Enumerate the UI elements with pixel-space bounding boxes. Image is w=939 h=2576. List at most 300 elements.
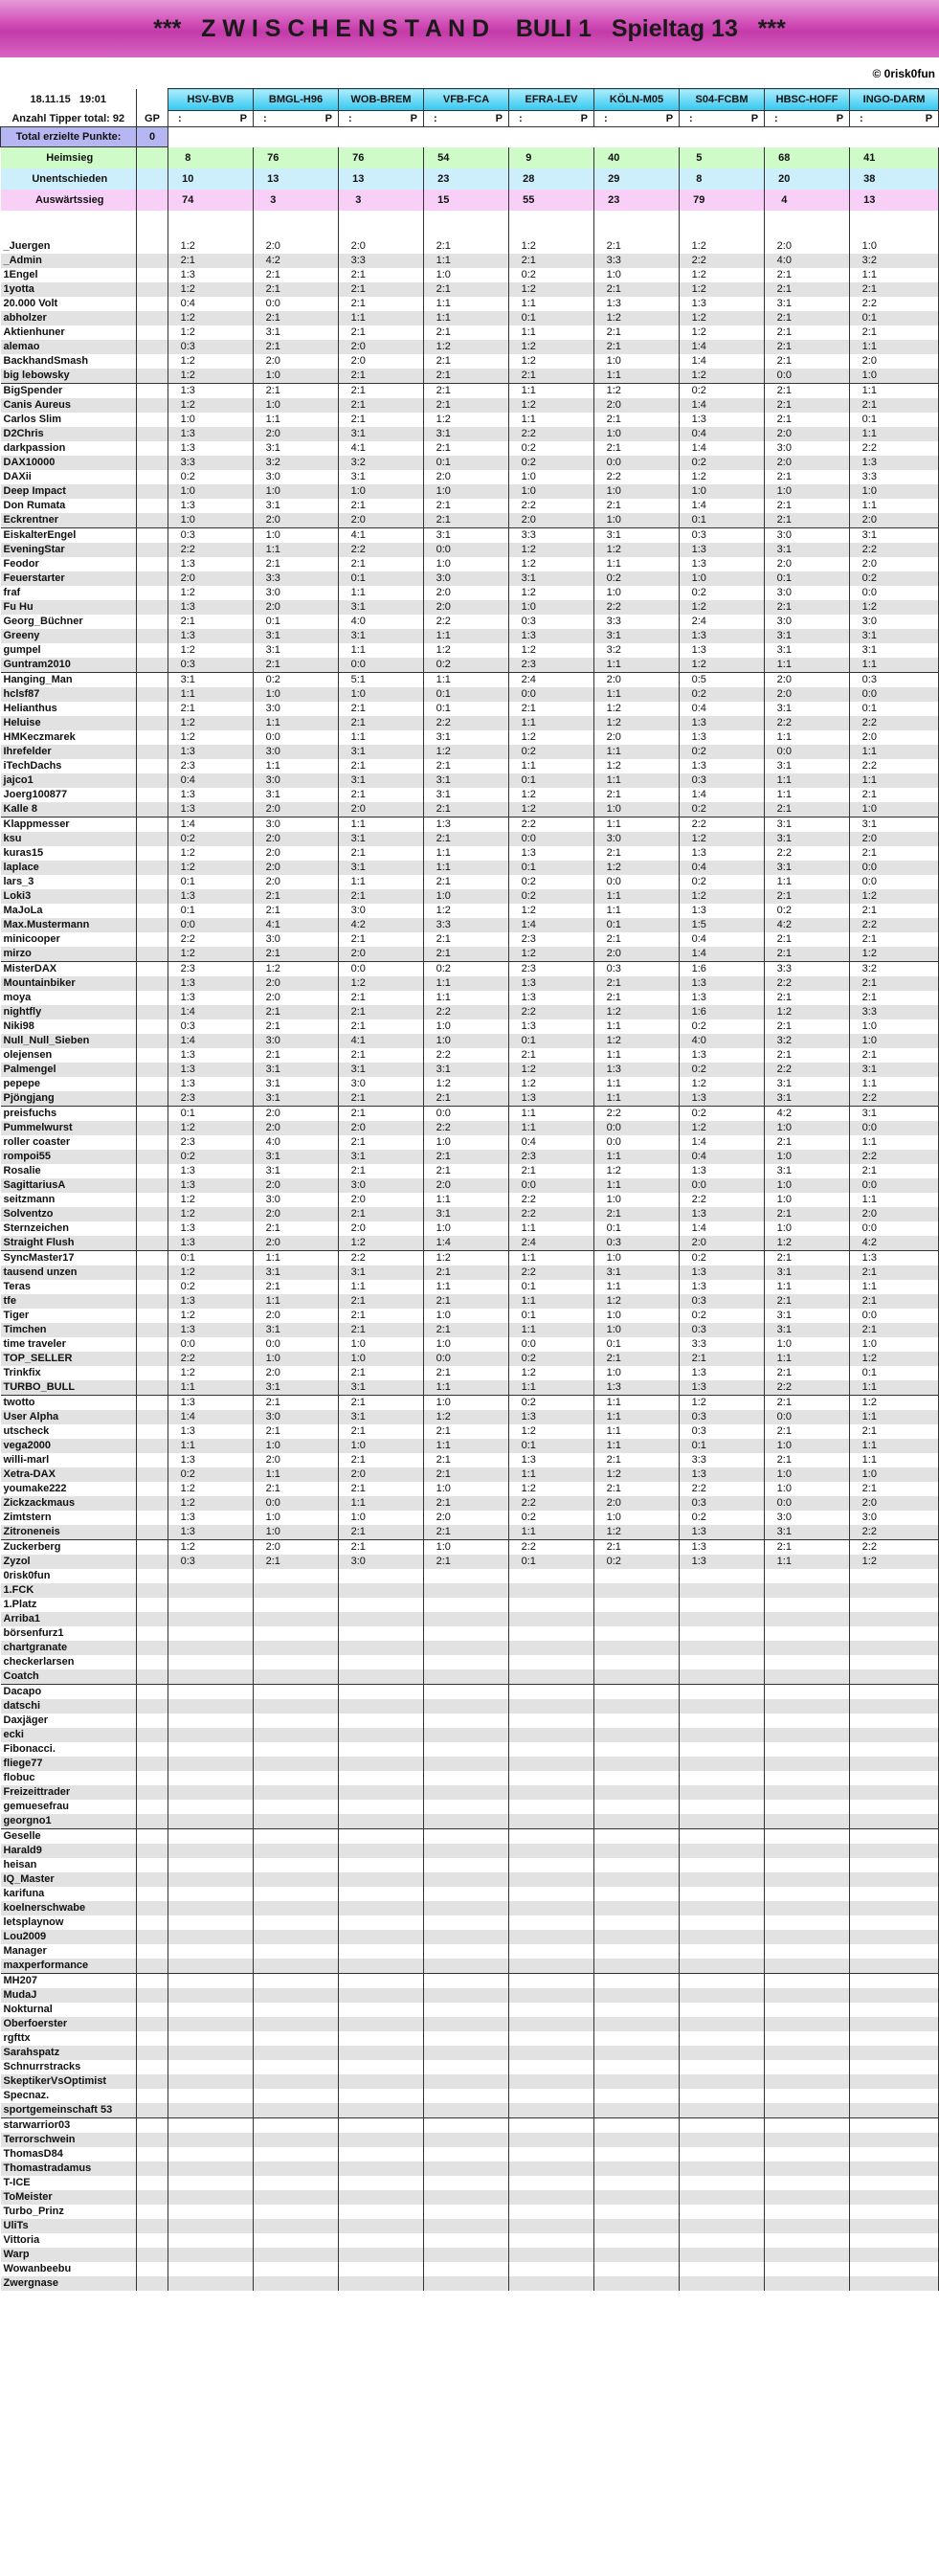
tip-cell [168, 1944, 208, 1959]
points-cell [889, 1107, 939, 1122]
tip-cell: 1:3 [680, 1366, 719, 1380]
tip-cell: 2:1 [339, 384, 378, 399]
points-cell [719, 1598, 765, 1612]
points-cell [719, 2046, 765, 2060]
tip-cell: 1:1 [424, 1280, 463, 1294]
points-cell [719, 1396, 765, 1411]
tip-cell: 1:3 [168, 1511, 208, 1525]
tip-cell: 3:3 [254, 571, 293, 586]
tip-cell: 2:1 [254, 947, 293, 962]
points-cell [548, 586, 594, 600]
tip-cell: 3:1 [254, 1150, 293, 1164]
tip-cell: 2:1 [254, 557, 293, 571]
table-row [1, 1569, 939, 1583]
tip-cell: 2:1 [168, 702, 208, 716]
points-cell [378, 918, 424, 932]
tip-cell [850, 1626, 889, 1641]
tip-cell: 1:1 [424, 297, 463, 311]
points-cell [463, 1453, 509, 1467]
tip-cell [424, 2060, 463, 2074]
gp-cell [137, 1251, 168, 1266]
points-cell [634, 1309, 680, 1323]
tipper-name: Solventzo [1, 1207, 137, 1221]
tip-cell [765, 2190, 804, 2205]
points-cell [804, 1048, 850, 1063]
tip-cell [424, 1669, 463, 1685]
tip-cell [765, 1655, 804, 1669]
tip-cell: 1:3 [168, 788, 208, 802]
points-cell [889, 1251, 939, 1266]
tip-cell: 3:1 [850, 528, 889, 544]
tip-cell: 1:0 [254, 1511, 293, 1525]
tip-cell: 1:2 [168, 354, 208, 369]
points-cell [634, 1207, 680, 1221]
stat-value: 15 [424, 190, 463, 211]
tip-cell: 1:0 [168, 513, 208, 528]
gp-cell [137, 1930, 168, 1944]
points-cell [889, 1685, 939, 1700]
points-cell [208, 369, 254, 384]
points-cell [378, 2190, 424, 2205]
points-cell [208, 1077, 254, 1091]
points-cell [548, 557, 594, 571]
tip-cell [254, 2205, 293, 2219]
tip-cell: 1:4 [424, 1236, 463, 1251]
points-cell [634, 1930, 680, 1944]
points-cell [208, 2233, 254, 2248]
points-cell [208, 513, 254, 528]
tip-cell [509, 1655, 548, 1669]
tip-cell [509, 2176, 548, 2190]
points-cell [208, 1785, 254, 1800]
table-row [1, 1829, 939, 1845]
table-row [1, 1785, 939, 1800]
tip-cell [594, 2118, 634, 2134]
tip-cell: 3:1 [850, 1107, 889, 1122]
tip-cell: 0:1 [509, 773, 548, 788]
points-cell [548, 1699, 594, 1714]
points-cell [463, 1396, 509, 1411]
stat-value: 3 [254, 190, 293, 211]
table-row [1, 1598, 939, 1612]
tip-cell: 1:0 [339, 1439, 378, 1453]
points-cell [378, 615, 424, 629]
points-cell [548, 1887, 594, 1901]
total-points-row [1, 127, 939, 147]
tip-cell: 2:1 [765, 325, 804, 340]
points-cell [634, 1107, 680, 1122]
tip-cell: 2:2 [168, 932, 208, 947]
points-cell [378, 2262, 424, 2276]
points-cell [548, 427, 594, 441]
tip-cell: 2:0 [254, 1453, 293, 1467]
tip-cell: 1:3 [680, 1164, 719, 1178]
tip-cell [339, 1887, 378, 1901]
tipper-name: Turbo_Prinz [1, 2205, 137, 2219]
tipper-name: SyncMaster17 [1, 1251, 137, 1266]
tip-cell: 2:1 [339, 398, 378, 413]
table-row [1, 543, 939, 557]
points-cell [293, 441, 339, 456]
points-cell [463, 2103, 509, 2118]
points-cell [548, 1540, 594, 1556]
tip-cell: 1:2 [168, 1482, 208, 1496]
points-cell [293, 1337, 339, 1352]
points-cell [719, 2147, 765, 2162]
points-cell [889, 2190, 939, 2205]
points-cell [889, 557, 939, 571]
table-row [1, 297, 939, 311]
points-cell [293, 2031, 339, 2046]
tip-cell: 3:0 [339, 1178, 378, 1193]
tip-cell: 1:2 [168, 1496, 208, 1511]
tip-cell [168, 1872, 208, 1887]
points-cell [634, 1439, 680, 1453]
points-cell [804, 759, 850, 773]
tip-cell: 2:1 [339, 1453, 378, 1467]
points-cell [634, 1612, 680, 1626]
gp-cell [137, 1048, 168, 1063]
points-cell [804, 398, 850, 413]
points-cell [719, 2089, 765, 2103]
table-row [1, 528, 939, 544]
table-row [1, 1540, 939, 1556]
points-cell [634, 2103, 680, 2118]
tip-cell [168, 1598, 208, 1612]
tip-cell [424, 1728, 463, 1742]
points-cell [463, 875, 509, 889]
tip-cell [509, 1569, 548, 1583]
points-cell [208, 1193, 254, 1207]
tip-cell: 2:2 [850, 543, 889, 557]
points-cell [378, 2133, 424, 2147]
tip-cell: 0:4 [680, 861, 719, 875]
gp-cell [137, 759, 168, 773]
table-row [1, 1974, 939, 1989]
points-cell [719, 702, 765, 716]
tip-cell: 3:1 [254, 1063, 293, 1077]
tip-cell [509, 1901, 548, 1915]
points-cell [378, 947, 424, 962]
gp-cell [137, 1280, 168, 1294]
gp-cell [137, 1714, 168, 1728]
tip-cell [168, 1728, 208, 1742]
points-cell [634, 2046, 680, 2060]
points-cell [208, 1569, 254, 1583]
table-row [1, 1453, 939, 1467]
tipper-name: Zickzackmaus [1, 1496, 137, 1511]
tip-cell: 0:1 [424, 702, 463, 716]
points-cell [889, 1482, 939, 1496]
points-cell [634, 1626, 680, 1641]
tip-cell [424, 1901, 463, 1915]
points-cell [889, 1814, 939, 1829]
tip-cell [424, 2133, 463, 2147]
tip-cell: 1:2 [168, 716, 208, 730]
tip-cell: 3:1 [168, 673, 208, 688]
points-cell [719, 557, 765, 571]
tip-cell [765, 1858, 804, 1872]
points-cell [293, 1380, 339, 1396]
tip-cell: 2:1 [339, 1091, 378, 1107]
points-cell [634, 1005, 680, 1019]
tip-cell [680, 1583, 719, 1598]
points-cell [463, 991, 509, 1005]
tip-cell: 1:3 [168, 889, 208, 904]
tip-cell: 0:2 [680, 586, 719, 600]
points-cell [208, 947, 254, 962]
gp-cell [137, 1467, 168, 1482]
tip-cell [339, 1800, 378, 1814]
points-cell [719, 2276, 765, 2291]
points-cell [548, 1988, 594, 2003]
tip-cell [680, 1887, 719, 1901]
points-cell [293, 513, 339, 528]
points-cell [548, 297, 594, 311]
points-cell [634, 2003, 680, 2017]
tip-cell: 0:2 [594, 571, 634, 586]
tip-cell [765, 2233, 804, 2248]
points-cell [889, 311, 939, 325]
points-cell [208, 2118, 254, 2134]
points-cell [208, 875, 254, 889]
tip-cell [254, 1655, 293, 1669]
points-cell [634, 918, 680, 932]
points-cell [378, 2162, 424, 2176]
tip-cell: 1:2 [594, 1525, 634, 1540]
tip-cell [424, 1858, 463, 1872]
total-points-label: Total erzielte Punkte: [1, 127, 137, 147]
gp-cell [137, 2262, 168, 2276]
points-cell [463, 1496, 509, 1511]
points-cell [293, 2233, 339, 2248]
points-cell [463, 1800, 509, 1814]
points-cell [463, 976, 509, 991]
points-cell [378, 557, 424, 571]
points-cell [889, 456, 939, 470]
points-cell [548, 1135, 594, 1150]
points-cell [293, 1612, 339, 1626]
points-cell [208, 788, 254, 802]
tip-cell: 0:4 [680, 702, 719, 716]
tip-cell [168, 1800, 208, 1814]
gp-cell [137, 889, 168, 904]
tip-cell [168, 1714, 208, 1728]
points-cell [889, 2176, 939, 2190]
tipper-name: Coatch [1, 1669, 137, 1685]
points-cell [378, 759, 424, 773]
tip-cell: 2:1 [424, 513, 463, 528]
tip-cell: 2:3 [509, 932, 548, 947]
tipper-name: Heluise [1, 716, 137, 730]
points-column-label: P [804, 111, 850, 127]
points-cell [293, 1178, 339, 1193]
points-cell [804, 1221, 850, 1236]
tip-cell [424, 1742, 463, 1757]
tip-cell [339, 1901, 378, 1915]
points-cell [889, 818, 939, 833]
tip-cell [509, 1699, 548, 1714]
points-cell [463, 773, 509, 788]
points-cell [719, 441, 765, 456]
tip-cell: 1:1 [765, 730, 804, 745]
points-cell [293, 354, 339, 369]
tip-cell: 2:0 [509, 513, 548, 528]
tip-cell: 1:3 [594, 1063, 634, 1077]
points-cell [463, 1655, 509, 1669]
points-cell [378, 1439, 424, 1453]
table-row [1, 1380, 939, 1396]
tip-cell: 0:0 [680, 1178, 719, 1193]
gp-cell [137, 1121, 168, 1135]
tip-cell: 1:4 [168, 1034, 208, 1048]
tip-cell [594, 1872, 634, 1887]
tip-cell [168, 2060, 208, 2074]
tip-cell [339, 1771, 378, 1785]
tipper-name: _Juergen [1, 239, 137, 254]
tip-cell [339, 1699, 378, 1714]
tip-cell: 1:0 [594, 1511, 634, 1525]
tip-cell: 0:3 [168, 340, 208, 354]
tip-cell [680, 2118, 719, 2134]
table-row [1, 615, 939, 629]
tip-cell [850, 2089, 889, 2103]
tip-cell [509, 2262, 548, 2276]
points-cell [463, 543, 509, 557]
points-cell [463, 1266, 509, 1280]
tipper-name: Feodor [1, 557, 137, 571]
points-cell [804, 1800, 850, 1814]
points-cell [548, 889, 594, 904]
tip-cell [765, 2162, 804, 2176]
tip-cell [254, 1944, 293, 1959]
points-cell [378, 384, 424, 399]
gp-cell [137, 268, 168, 282]
gp-cell [137, 2118, 168, 2134]
tip-cell: 4:1 [339, 528, 378, 544]
points-cell [463, 1280, 509, 1294]
points-cell [463, 947, 509, 962]
tip-cell: 1:3 [509, 1410, 548, 1424]
points-cell [208, 1439, 254, 1453]
gp-cell [137, 325, 168, 340]
points-cell [463, 1757, 509, 1771]
tip-cell: 3:1 [254, 1164, 293, 1178]
points-cell [719, 1019, 765, 1034]
tip-cell: 1:0 [765, 1439, 804, 1453]
points-cell [804, 1714, 850, 1728]
points-cell [889, 2074, 939, 2089]
points-cell [208, 1858, 254, 1872]
points-cell [208, 1844, 254, 1858]
stat-points [463, 168, 509, 190]
points-cell [293, 658, 339, 673]
tip-cell: 2:2 [424, 1048, 463, 1063]
points-cell [378, 600, 424, 615]
points-cell [208, 354, 254, 369]
tip-cell [254, 1685, 293, 1700]
gp-cell [137, 1685, 168, 1700]
points-cell [293, 932, 339, 947]
tip-cell: 2:1 [424, 354, 463, 369]
tip-cell [339, 1598, 378, 1612]
tip-cell [509, 2248, 548, 2262]
points-cell [293, 1366, 339, 1380]
tip-cell: 3:2 [850, 254, 889, 268]
points-cell [719, 1236, 765, 1251]
points-cell [208, 1467, 254, 1482]
table-row [1, 788, 939, 802]
points-cell [293, 340, 339, 354]
points-cell [378, 413, 424, 427]
tip-column-label: : [424, 111, 463, 127]
points-cell [889, 2118, 939, 2134]
points-cell [463, 904, 509, 918]
points-cell [293, 1091, 339, 1107]
points-cell [719, 1337, 765, 1352]
points-cell [719, 2219, 765, 2233]
points-cell [378, 1742, 424, 1757]
tip-cell: 2:0 [339, 1121, 378, 1135]
points-cell [548, 2031, 594, 2046]
tip-cell: 1:2 [594, 1005, 634, 1019]
tip-cell: 1:2 [424, 1410, 463, 1424]
tipper-name: Loki3 [1, 889, 137, 904]
points-cell [463, 1019, 509, 1034]
tip-cell: 2:1 [424, 1164, 463, 1178]
tip-cell [850, 2103, 889, 2118]
points-cell [463, 369, 509, 384]
points-cell [208, 2103, 254, 2118]
tip-cell: 1:3 [168, 1063, 208, 1077]
tip-cell: 2:1 [424, 441, 463, 456]
tip-cell [254, 1872, 293, 1887]
points-cell [548, 1178, 594, 1193]
tip-cell [680, 2046, 719, 2060]
table-row [1, 1410, 939, 1424]
tip-cell [594, 1699, 634, 1714]
points-cell [548, 600, 594, 615]
tip-cell: 1:3 [680, 846, 719, 861]
tipper-name: 1.Platz [1, 1598, 137, 1612]
points-cell [804, 484, 850, 499]
tip-cell: 1:3 [168, 600, 208, 615]
points-cell [804, 2133, 850, 2147]
tip-cell [680, 1814, 719, 1829]
tip-cell: 3:1 [424, 788, 463, 802]
tip-cell: 1:1 [594, 1410, 634, 1424]
points-cell [634, 1525, 680, 1540]
tip-cell: 2:0 [765, 456, 804, 470]
tip-cell: 0:1 [594, 1337, 634, 1352]
points-cell [463, 1207, 509, 1221]
tip-cell: 1:3 [168, 629, 208, 643]
tipper-name: Geselle [1, 1829, 137, 1845]
points-cell [548, 1959, 594, 1974]
points-cell [634, 716, 680, 730]
points-cell [889, 254, 939, 268]
points-cell [463, 1221, 509, 1236]
points-cell [378, 730, 424, 745]
tip-cell [765, 1785, 804, 1800]
points-cell [634, 528, 680, 544]
points-cell [804, 441, 850, 456]
points-cell [378, 1453, 424, 1467]
tip-cell [594, 2046, 634, 2060]
tip-cell [509, 1626, 548, 1641]
tip-cell [509, 1714, 548, 1728]
points-cell [293, 427, 339, 441]
